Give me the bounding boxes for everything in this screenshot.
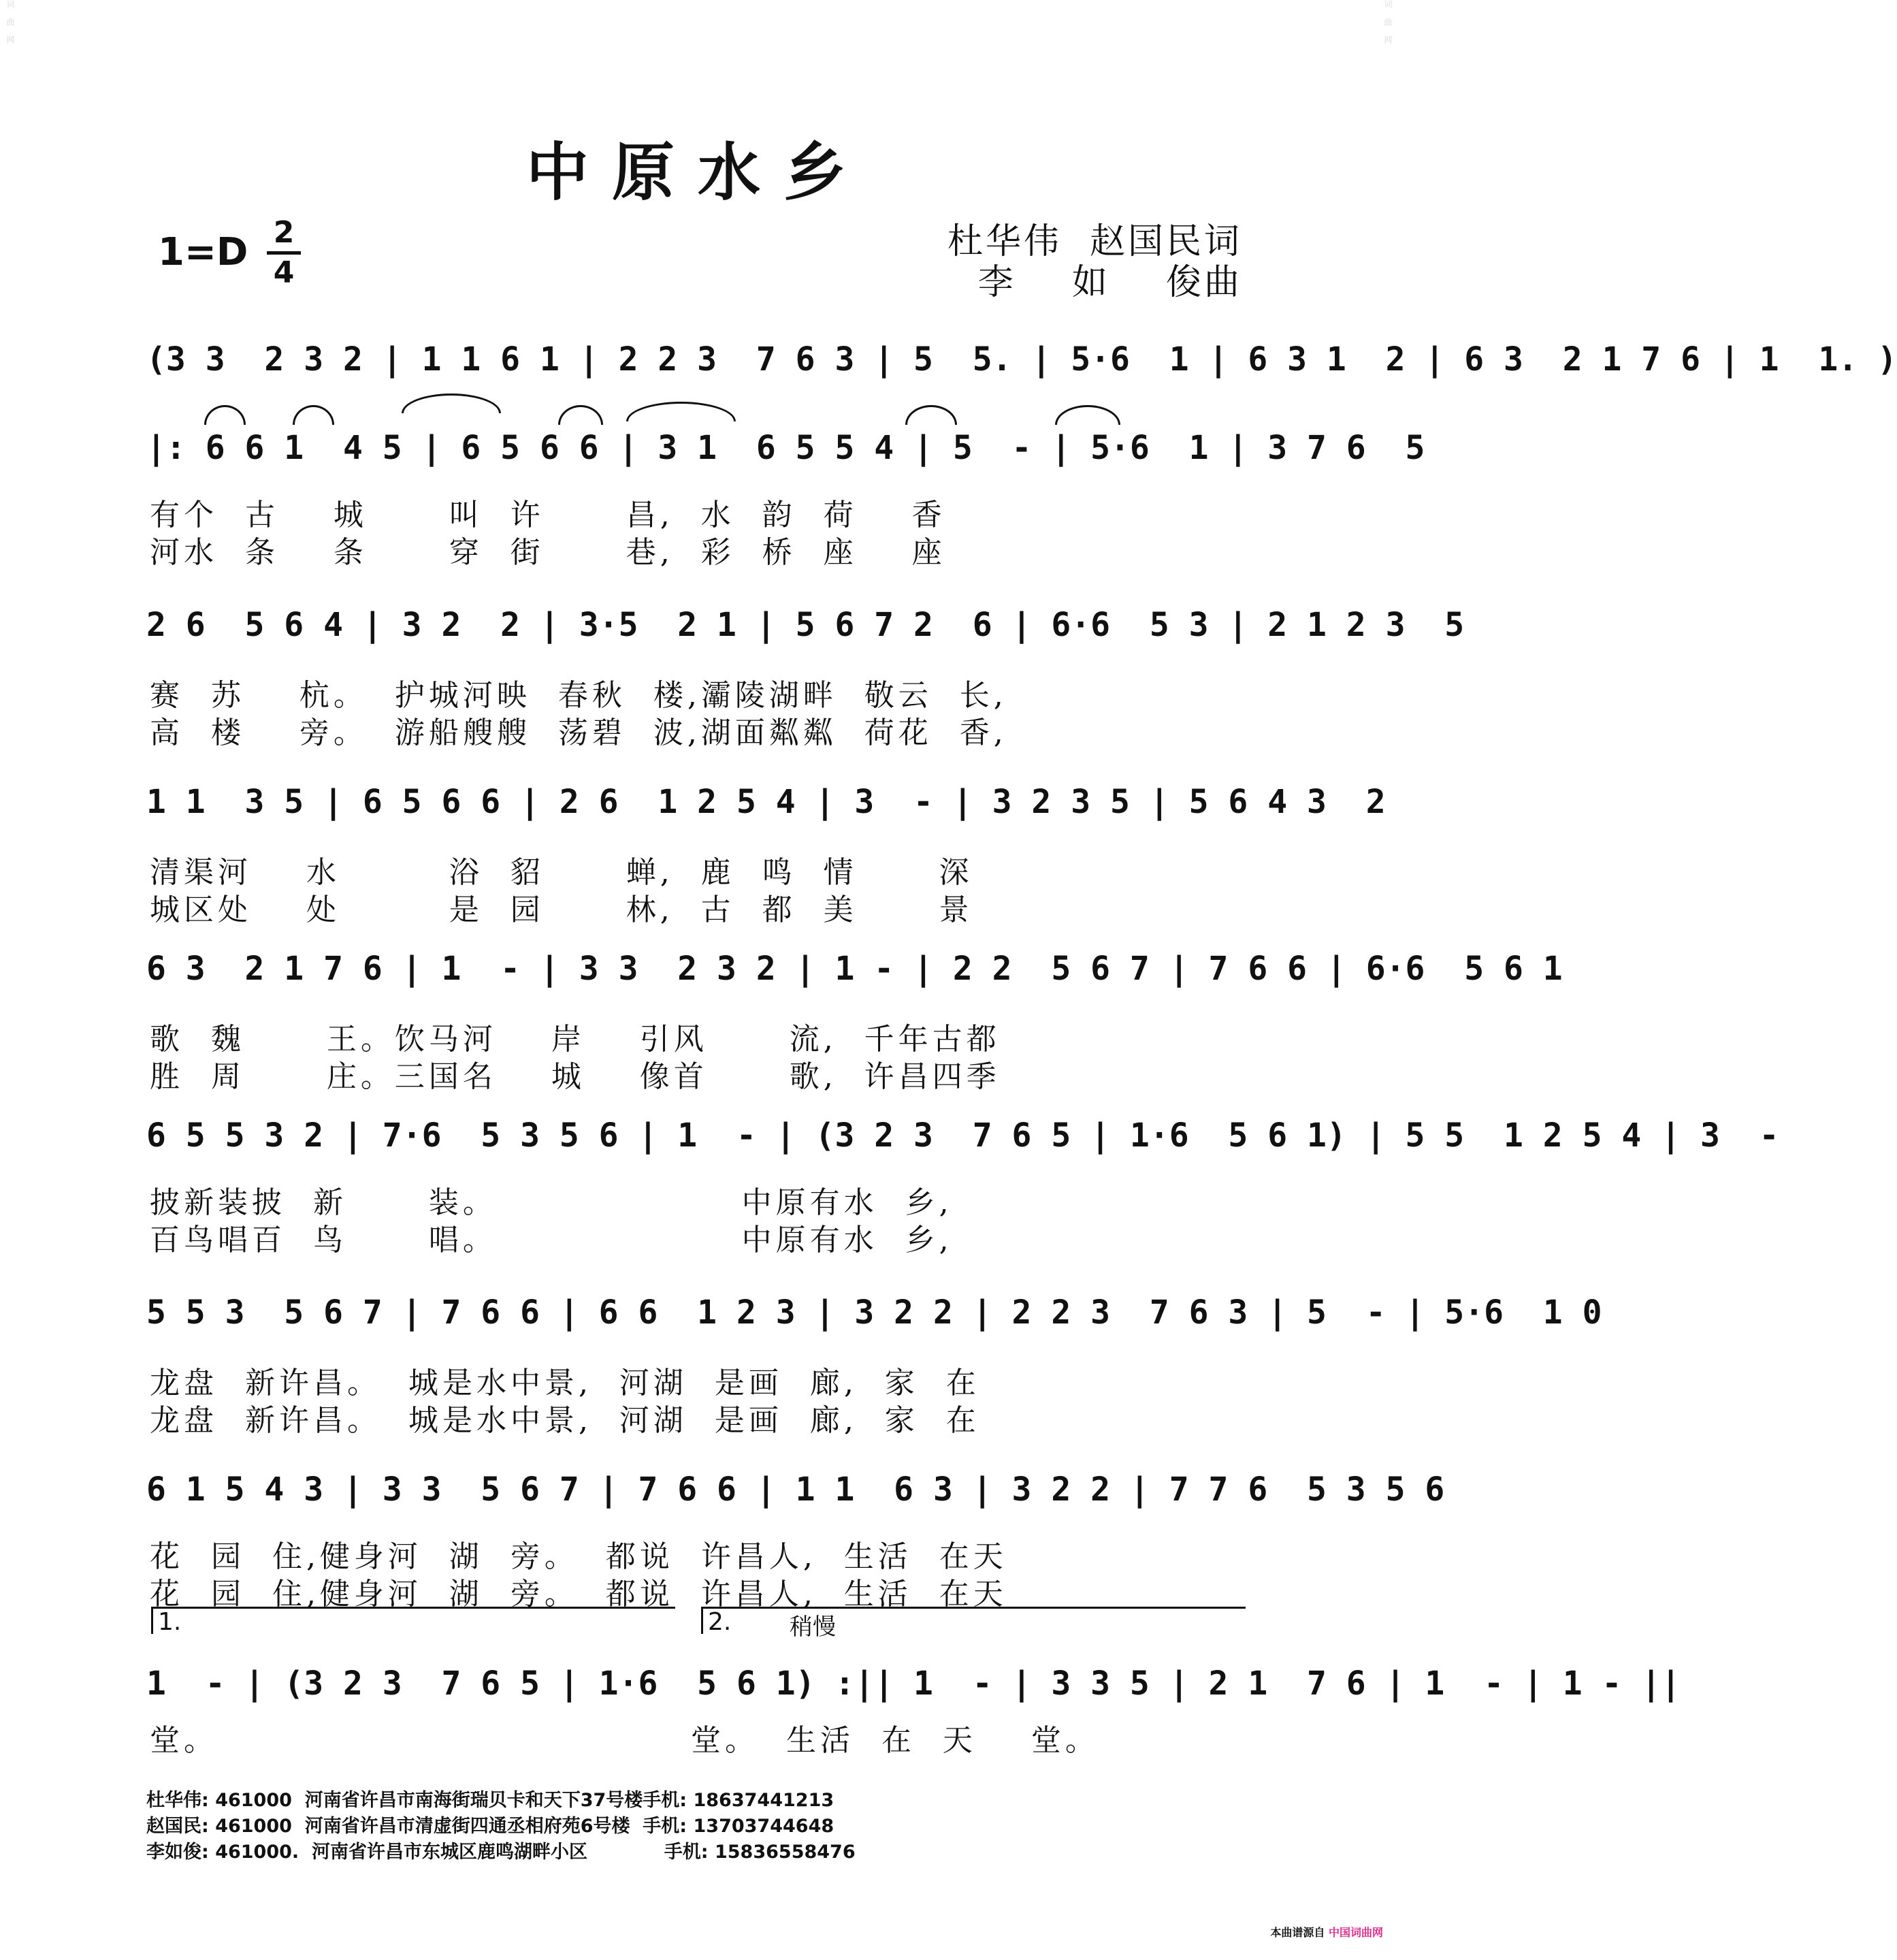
staff-notes: 2 6 5 6 4 | 3 2 2 | 3·5 2 1 | 5 6 7 2 6 | 6·6 5 3 | 2 1 2 3 5 bbox=[146, 606, 1465, 644]
time-signature bbox=[267, 215, 301, 290]
lyric-line: 河水 条 条 穿 街 巷, 彩 桥 座 座 bbox=[150, 535, 946, 570]
lyric-line: 花 园 住,健身河 湖 旁。 都说 许昌人, 生活 在天 bbox=[150, 1539, 1007, 1574]
lyricist-credit: 杜华伟 赵国民词 bbox=[947, 221, 1242, 262]
staff-notes: |: 6 6 1 4 5 | 6 5 6 6 | 3 1 6 5 5 4 | 5 - | 5·6 1 | 3 7 6 5 bbox=[146, 429, 1425, 467]
lyric-line: 花 园 住,健身河 湖 旁。 都说 许昌人, 生活 在天 bbox=[150, 1577, 1007, 1611]
watermark-left: 词曲网 bbox=[5, 0, 15, 53]
lyric-line: 城区处 处 是 园 林, 古 都 美 景 bbox=[150, 893, 973, 927]
staff-notes: 6 3 2 1 7 6 | 1 - | 3 3 2 3 2 | 1 - | 2 2 5 6 7 | 7 6 6 | 6·6 5 6 1 bbox=[146, 950, 1563, 988]
volta-1-label: 1. bbox=[158, 1608, 182, 1636]
meter-bottom: 4 bbox=[273, 255, 295, 290]
contact-line: 赵国民: 461000 河南省许昌市清虚街四通丞相府苑6号楼 手机: 13703744648 bbox=[146, 1816, 834, 1837]
lyric-line: 龙盘 新许昌。 城是水中景, 河湖 是画 廊, 家 在 bbox=[150, 1366, 980, 1400]
contact-line: 杜华伟: 461000 河南省许昌市南海街瑞贝卡和天下37号楼手机: 18637441213 bbox=[146, 1790, 834, 1811]
staff-notes: 6 1 5 4 3 | 3 3 5 6 7 | 7 6 6 | 1 1 6 3 | 3 2 2 | 7 7 6 5 3 5 6 bbox=[146, 1471, 1445, 1509]
source-credit bbox=[1270, 1924, 1383, 1940]
lyric-line-volta2: 堂。 生活 在 天 堂。 bbox=[691, 1723, 1099, 1758]
staff-notes: 1 1 3 5 | 6 5 6 6 | 2 6 1 2 5 4 | 3 - | 3 2 3 5 | 5 6 4 3 2 bbox=[146, 783, 1386, 821]
lyric-line: 披新装披 新 装。 中原有水 乡, bbox=[150, 1185, 953, 1220]
lyric-line: 龙盘 新许昌。 城是水中景, 河湖 是画 廊, 家 在 bbox=[150, 1403, 980, 1438]
staff-notes: (3 3 2 3 2 | 1 1 6 1 | 2 2 3 7 6 3 | 5 5. | 5·6 1 | 6 3 1 2 | 6 3 2 1 7 6 | 1 1. ) bbox=[146, 340, 1897, 379]
lyric-line: 高 楼 旁。 游船艘艘 荡碧 波,湖面粼粼 荷花 香, bbox=[150, 716, 1007, 750]
meter-top: 2 bbox=[273, 215, 295, 250]
lyric-line: 胜 周 庄。三国名 城 像首 歌, 许昌四季 bbox=[150, 1059, 1001, 1094]
watermark-right: 词曲网 bbox=[1383, 0, 1393, 53]
key-signature: 1=D bbox=[158, 230, 248, 274]
lyric-line: 歌 魏 王。饮马河 岸 引风 流, 千年古都 bbox=[150, 1022, 1001, 1057]
lyric-line: 百鸟唱百 鸟 唱。 中原有水 乡, bbox=[150, 1223, 953, 1257]
lyric-line: 有个 古 城 叫 许 昌, 水 韵 荷 香 bbox=[150, 498, 946, 532]
song-title: 中原水乡 bbox=[525, 135, 869, 209]
lyric-line: 清渠河 水 浴 貂 蝉, 鹿 鸣 情 深 bbox=[150, 855, 973, 890]
staff-notes: 1 - | (3 2 3 7 6 5 | 1·6 5 6 1) :|| 1 - | 3 3 5 | 2 1 7 6 | 1 - | 1 - || bbox=[146, 1665, 1681, 1703]
staff-notes: 5 5 3 5 6 7 | 7 6 6 | 6 6 1 2 3 | 3 2 2 | 2 2 3 7 6 3 | 5 - | 5·6 1 0 bbox=[146, 1294, 1602, 1332]
source-site-link[interactable]: 中国词曲网 bbox=[1328, 1926, 1383, 1939]
source-prefix: 本曲谱源自 bbox=[1270, 1926, 1325, 1939]
lyric-line: 赛 苏 杭。 护城河映 春秋 楼,灞陵湖畔 敬云 长, bbox=[150, 678, 1007, 713]
composer-credit: 李 如 俊曲 bbox=[977, 262, 1242, 303]
tempo-marking: 稍慢 bbox=[790, 1613, 836, 1641]
volta-2-label: 2. bbox=[708, 1608, 732, 1636]
meter-line bbox=[267, 251, 301, 255]
contact-line: 李如俊: 461000. 河南省许昌市东城区鹿鸣湖畔小区 手机: 15836558476 bbox=[146, 1842, 856, 1863]
staff-notes: 6 5 5 3 2 | 7·6 5 3 5 6 | 1 - | (3 2 3 7 6 5 | 1·6 5 6 1) | 5 5 1 2 5 4 | 3 - bbox=[146, 1116, 1779, 1155]
lyric-line-volta1: 堂。 bbox=[150, 1723, 218, 1758]
